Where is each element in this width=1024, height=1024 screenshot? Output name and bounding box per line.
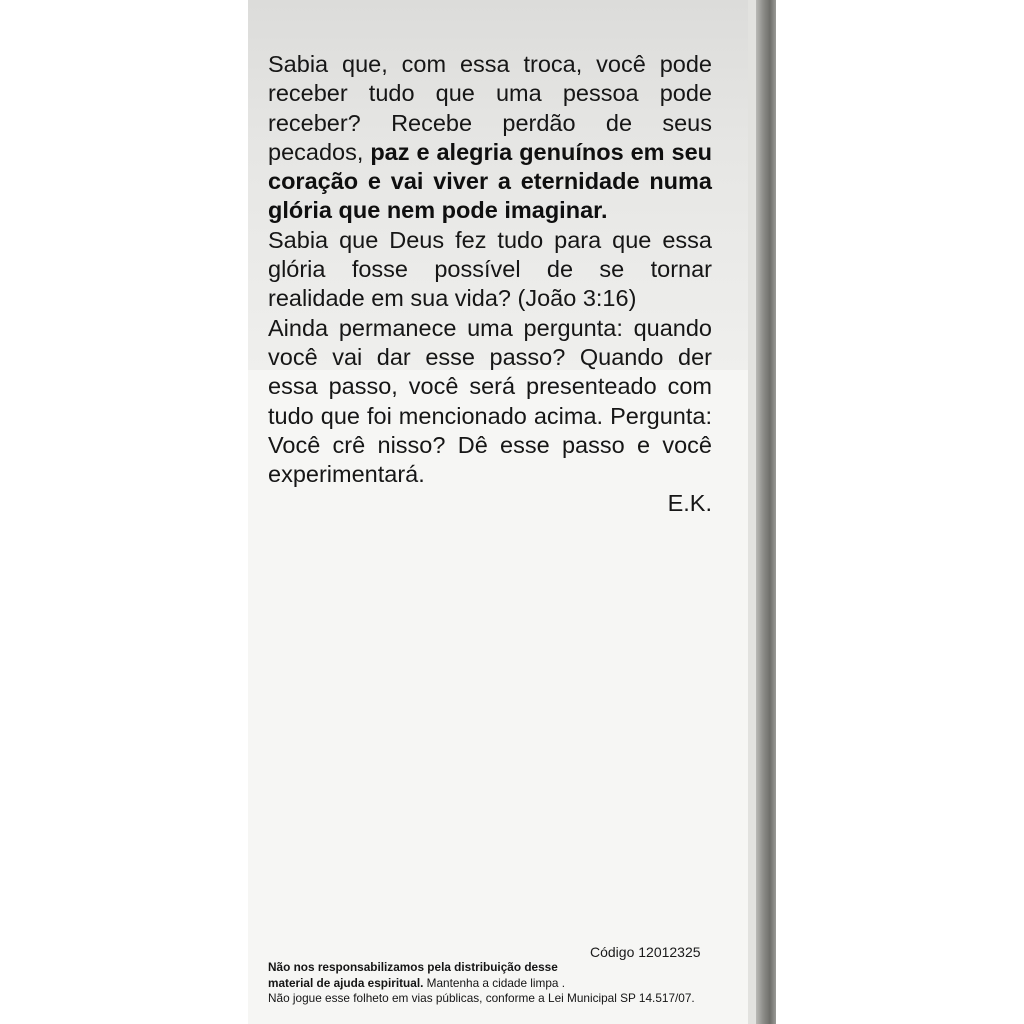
author-signature: E.K.	[667, 490, 712, 517]
leaflet-body-text	[268, 50, 712, 519]
disclaimer-line-3: Não jogue esse folheto em vias públicas, conforme a Lei Municipal SP 14.517/07.	[268, 991, 695, 1005]
paragraph-exchange	[268, 50, 712, 226]
disclaimer-keep-clean: Mantenha a cidade limpa .	[423, 975, 566, 990]
leaflet-folded-edge	[756, 0, 776, 1024]
leaflet-inner-edge	[748, 0, 756, 1024]
leaflet-disclaimer	[268, 960, 738, 1007]
paragraph-exchange-text: Sabia que, com essa troca, você pode receber tudo que uma pessoa pode receber? Recebe perdão de seus pecados,	[268, 51, 712, 165]
disclaimer-line-1	[268, 960, 738, 976]
leaflet-code: Código 12012325	[590, 944, 701, 960]
disclaimer-bold-1: Não nos responsabilizamos pela distribuição desse	[268, 960, 558, 974]
disclaimer-line-2	[268, 976, 738, 992]
paragraph-god: Sabia que Deus fez tudo para que essa glória fosse possível de se tornar realidade em sua vida? (João 3:16)	[268, 226, 712, 312]
paragraph-question: Ainda permanece uma pergunta: quando você vai dar esse passo? Quando der essa passo, você será presenteado com tudo que foi mencionado acima. Pergunta: Você crê nisso? Dê esse passo e você experimentará.	[268, 314, 712, 488]
disclaimer-bold-2: material de ajuda espiritual.	[268, 975, 424, 990]
paragraph-exchange-bold: paz e alegria genuínos em seu coração e vai viver a eternidade numa glória que nem pode imaginar.	[268, 138, 712, 224]
